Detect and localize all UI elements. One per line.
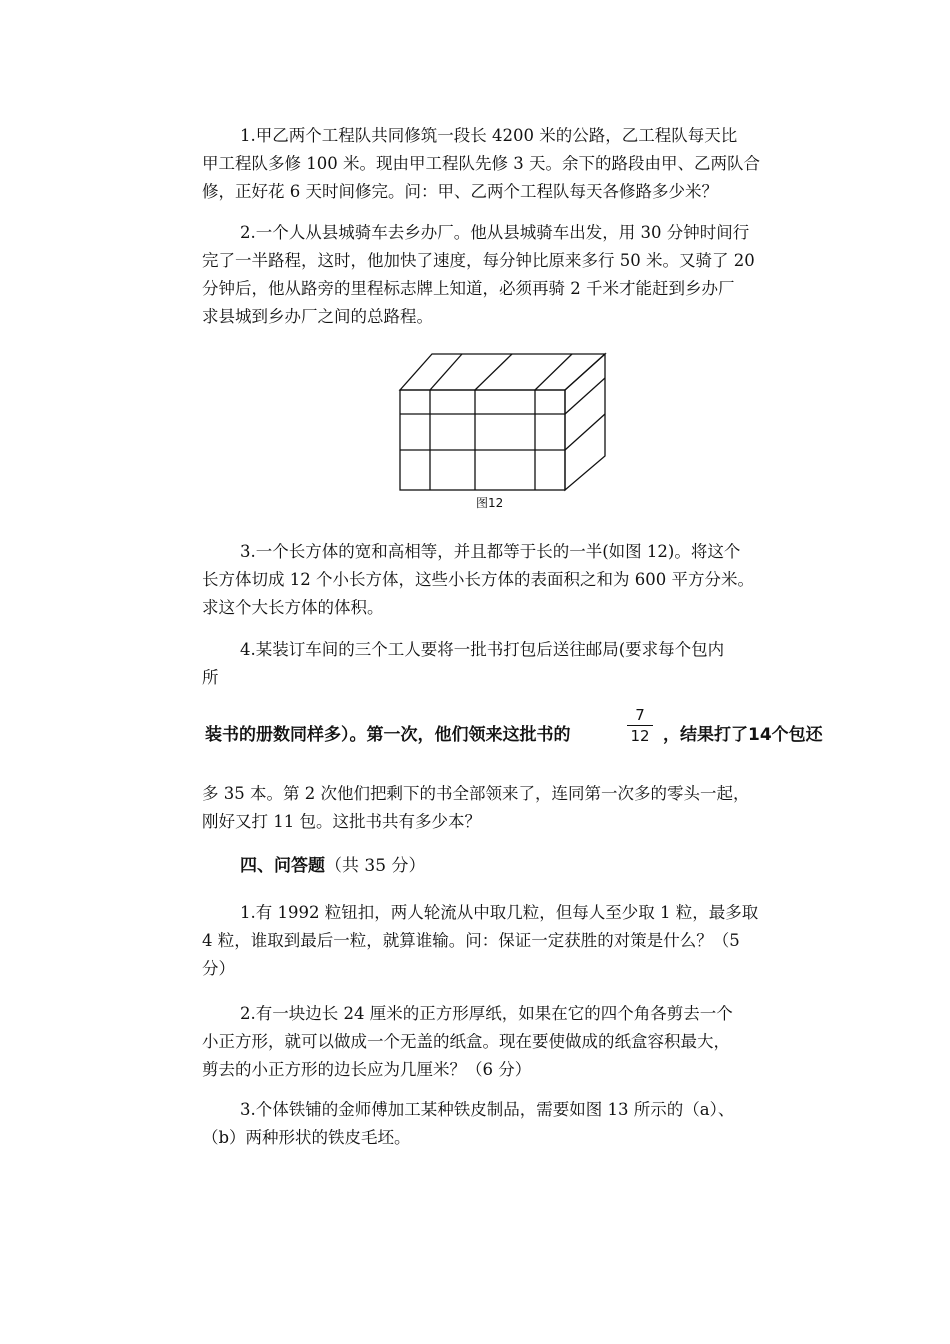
fraction-denominator: 12 [630, 727, 650, 745]
text-line: 3.个体铁铺的金师傅加工某种铁皮制品，需要如图 13 所示的（a）、 [240, 1100, 735, 1119]
text-line: 修，正好花 6 天时间修完。问：甲、乙两个工程队每天各修路多少米？ [202, 182, 718, 201]
problem-4-2 [202, 1000, 812, 1084]
text-line: 1.甲乙两个工程队共同修筑一段长 4200 米的公路，乙工程队每天比 [240, 126, 738, 145]
text-line: 2.一个人从县城骑车去乡办厂。他从县城骑车出发，用 30 分钟时间行 [240, 223, 750, 242]
problem-3-4-image-line [205, 702, 845, 752]
fraction-7-12 [627, 706, 653, 745]
figure-caption: 图12 [476, 496, 504, 510]
text-line: 剪去的小正方形的边长应为几厘米？（6 分） [202, 1060, 532, 1079]
section-title: 四、问答题 [240, 856, 325, 876]
text-line: 3.一个长方体的宽和高相等，并且都等于长的一半(如图 12)。将这个 [240, 542, 741, 561]
text-line: 1.有 1992 粒钮扣，两人轮流从中取几粒，但每人至少取 1 粒，最多取 [240, 903, 759, 922]
cuboid-figure-12 [390, 348, 620, 518]
section-points: （共 35 分） [325, 856, 426, 876]
text-line: 刚好又打 11 包。这批书共有多少本？ [202, 812, 481, 831]
problem-3-1 [202, 122, 812, 206]
text-line: （b）两种形状的铁皮毛坯。 [202, 1128, 411, 1147]
fraction-bar [627, 725, 653, 726]
text-line: 长方体切成 12 个小长方体，这些小长方体的表面积之和为 600 平方分米。 [202, 570, 754, 589]
text-line: 4.某装订车间的三个工人要将一批书打包后送往邮局(要求每个包内 [240, 640, 725, 659]
problem-4-1 [202, 899, 812, 983]
text-line: 多 35 本。第 2 次他们把剩下的书全部领来了，连同第一次多的零头一起， [202, 784, 750, 803]
image-line-text-before: 装书的册数同样多）。第一次，他们领来这批书的 [205, 725, 571, 745]
section-heading [240, 852, 425, 880]
text-line: 小正方形，就可以做成一个无盖的纸盒。现在要使做成的纸盒容积最大， [202, 1032, 730, 1051]
problem-3-4-continued [202, 780, 812, 836]
text-line: 2.有一块边长 24 厘米的正方形厚纸，如果在它的四个角各剪去一个 [240, 1004, 733, 1023]
text-line: 完了一半路程，这时，他加快了速度，每分钟比原来多行 50 米。又骑了 20 [202, 251, 755, 270]
text-line: 分） [202, 959, 235, 978]
text-line: 分钟后，他从路旁的里程标志牌上知道，必须再骑 2 千米才能赶到乡办厂 [202, 279, 735, 298]
text-line: 求县城到乡办厂之间的总路程。 [202, 307, 433, 326]
text-line: 甲工程队多修 100 米。现由甲工程队先修 3 天。余下的路段由甲、乙两队合 [202, 154, 760, 173]
text-line: 4 粒，谁取到最后一粒，就算谁输。问：保证一定获胜的对策是什么？（5 [202, 931, 740, 950]
fraction-numerator: 7 [635, 706, 645, 724]
problem-3-3 [202, 538, 812, 622]
problem-3-4 [202, 636, 812, 692]
text-line: 所 [202, 668, 219, 687]
text-line: 求这个大长方体的体积。 [202, 598, 384, 617]
problem-4-3 [202, 1096, 812, 1152]
problem-3-2 [202, 219, 812, 331]
image-line-text-after: ，结果打了14个包还 [663, 725, 823, 745]
